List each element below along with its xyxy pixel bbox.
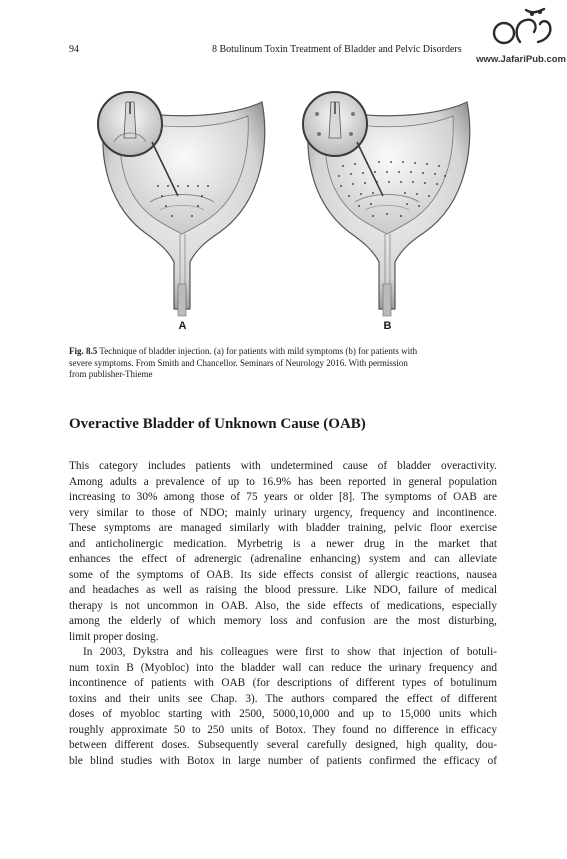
caption-line: from publisher-Thieme: [69, 369, 153, 380]
figure-panel-label: A: [178, 320, 187, 332]
paragraph: [69, 645, 497, 769]
text-line: enhances the effect of adrenergic (adrenaline enhancing) system and can alleviate: [69, 553, 497, 565]
paragraph: [69, 459, 497, 645]
bladder-illustration-severe-icon: [295, 84, 480, 319]
text-line: ble blind studies with Botox in large number of patients confirmed the efficacy of: [69, 754, 497, 767]
figure-8-5: [90, 84, 490, 336]
section-heading: Overactive Bladder of Unknown Cause (OAB): [69, 416, 366, 432]
publisher-watermark: [472, 6, 564, 70]
body-text: [69, 459, 497, 769]
text-line: This category includes patients with undetermined cause of bladder overactivity.: [69, 460, 497, 472]
text-line: limit proper dosing.: [69, 630, 159, 643]
figure-panel-a: [90, 84, 275, 336]
text-line: very similar to those of NDO; mainly urinary urgency, frequency and incontinence.: [69, 506, 497, 519]
text-line: doses of myobloc starting with 2500, 5000,10,000 and up to 15,000 units which: [69, 708, 497, 720]
figure-caption: [69, 346, 497, 381]
text-line: among the elderly of which memory loss and confusion are the most disturbing,: [69, 615, 497, 627]
figure-caption-label: Fig. 8.5: [69, 346, 98, 356]
text-line: In 2003, Dykstra and his colleagues were first to show that injection of botuli-: [83, 646, 497, 658]
text-line: and headaches as well as raising the blood pressure. Like NDO, failure of medical: [69, 584, 497, 596]
publisher-logo-icon: [482, 6, 562, 52]
text-line: toxins and their units see Chap. 3). The authors compared the effect of different: [69, 692, 497, 705]
text-line: Among adults a prevalence of up to 16.9% has been reported in general population: [69, 475, 497, 488]
figure-panel-label: B: [383, 320, 392, 332]
text-line: roughly approximate 50 to 250 units of Botox. They found no difference in efficacy: [69, 723, 497, 736]
text-line: between different doses. Subsequently several carefully designed, high quality, dou-: [69, 739, 497, 751]
text-line: num toxin B (Myobloc) into the bladder wall can reduce the urinary frequency and: [69, 661, 497, 674]
caption-line: severe symptoms. From Smith and Chancellor. Seminars of Neurology 2016. With permission: [69, 357, 408, 368]
text-line: increasing to 30% among those of 75 years or older [8]. The symptoms of OAB are: [69, 491, 497, 503]
running-head: 8 Botulinum Toxin Treatment of Bladder and Pelvic Disorders: [212, 44, 462, 55]
text-line: therapy is not uncommon in OAB. Also, the side effects of medications, especially: [69, 599, 497, 612]
text-line: some of the symptoms of OAB. Its side effects consist of allergic reactions, nausea: [69, 568, 497, 581]
caption-line: Technique of bladder injection. (a) for patients with mild symptoms (b) for patients with: [99, 346, 418, 356]
text-line: incontinence of patients with OAB (for descriptions of different types of botulinum: [69, 677, 497, 689]
page-number: 94: [69, 44, 79, 55]
watermark-text: www.JafariPub.com: [472, 54, 566, 65]
text-line: and anticholinergic medication. Myrbetrig is a newer drug in the market that: [69, 537, 497, 550]
bladder-illustration-mild-icon: [90, 84, 275, 319]
figure-panel-b: [295, 84, 480, 336]
text-line: These symptoms are managed similarly with bladder training, pelvic floor exercise: [69, 522, 497, 534]
